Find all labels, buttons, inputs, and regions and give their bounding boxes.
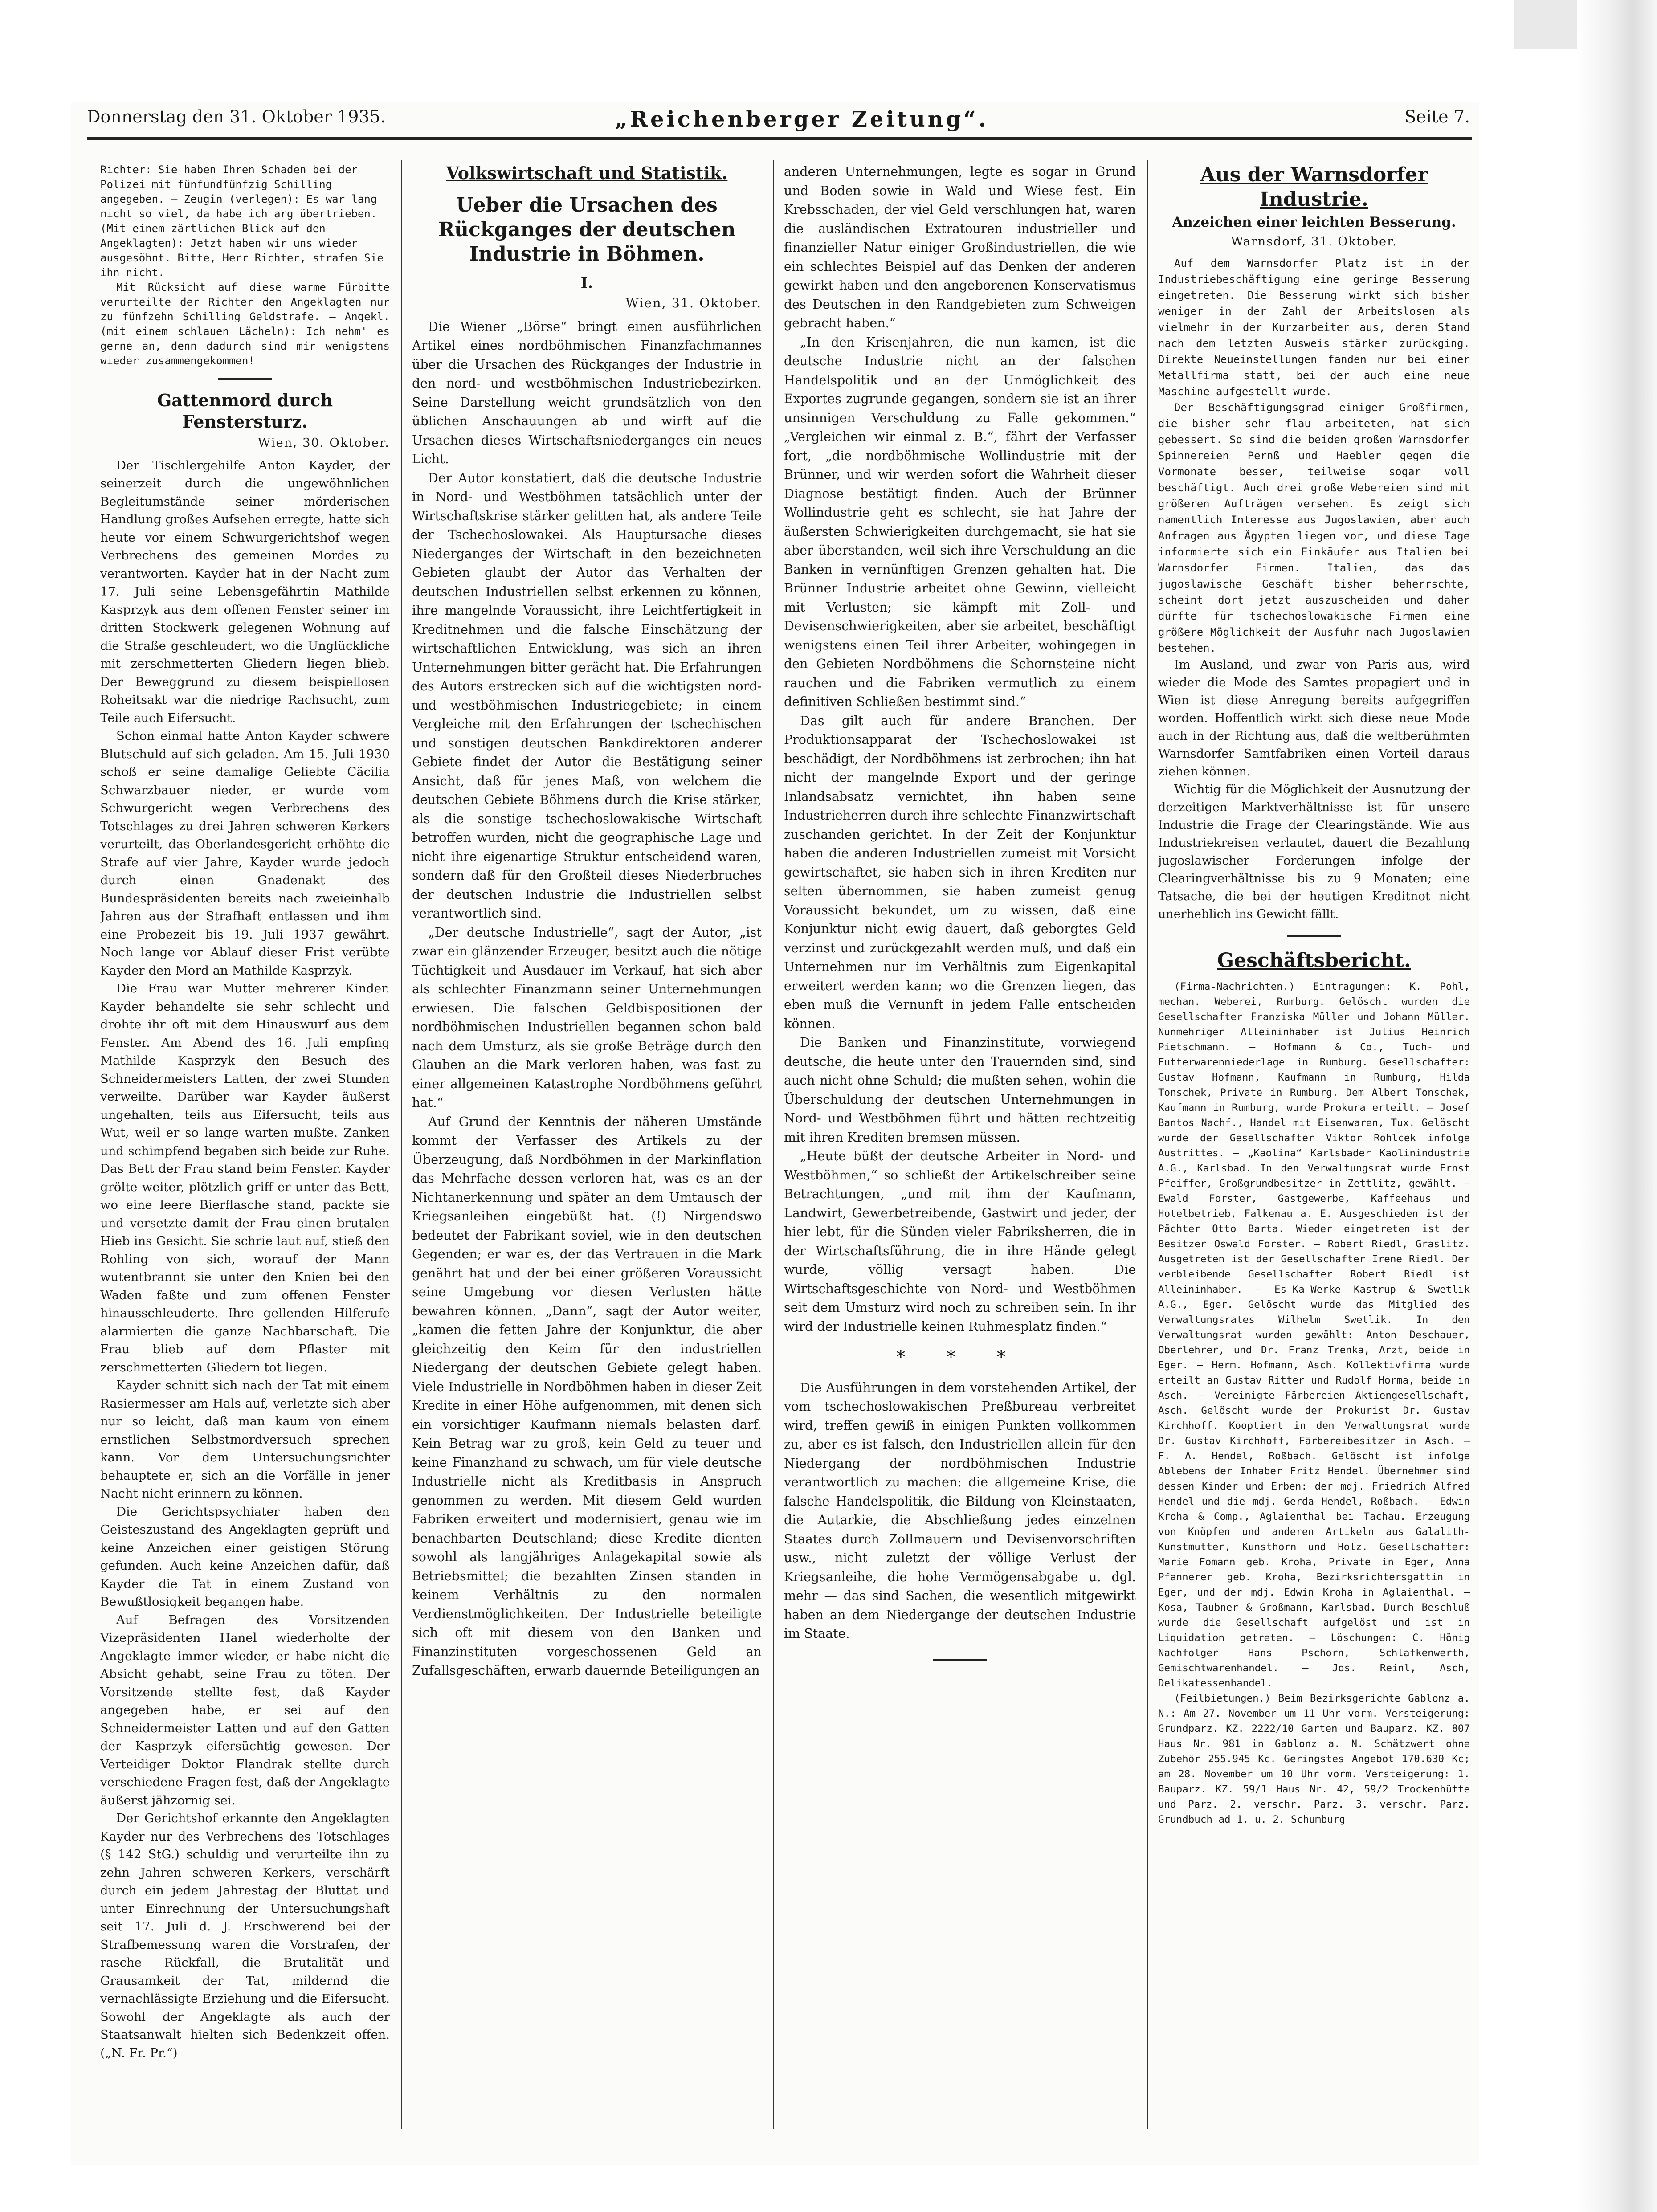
article-paragraph: Auf Befragen des Vorsitzenden Vizepräsidenten Hanel wiederholte der Angeklagte immer wieder, er habe nicht die Absicht gehabt, seine Frau zu töten. Der Vorsitzende stellte fest, daß Kayder angegeben habe, er sei auf den Schneidermeister Latten und auf den Gatten der Kasprzyk eifersüchtig gewesen. Der Verteidiger Doktor Flandrak stellte durch verschiedene Fragen fest, daß der Angeklagte äußerst jähzornig sei.	[100, 1612, 390, 1808]
article-end-rule	[933, 1659, 987, 1661]
article-paragraph: Im Ausland, und zwar von Paris aus, wird wieder die Mode des Samtes propagiert und in Wien ist diese Anregung bereits aufgegriffen worden. Hoffentlich wirkt sich diese neue Mode auch in der Richtung aus, daß die weltberühmten Warnsdorfer Samtfabriken einen Vorteil daraus ziehen können.	[1158, 658, 1470, 779]
header-date: Donnerstag den 31. Oktober 1935.	[87, 107, 386, 127]
article-paragraph: Auf dem Warnsdorfer Platz ist in der Industriebeschäftigung eine geringe Besserung eingetreten. Die Besserung wirkt sich bisher weniger in der Zahl der Arbeitslosen als vielmehr in der Kurzarbeiter aus, deren Stand nach dem letzten Ausweis stärker zurückging. Direkte Neueinstellungen fanden nur bei einer Metallfirma statt, bei der auch eine neue Maschine aufgestellt wurde.	[1158, 257, 1470, 398]
article-title-warnsdorf: Aus der Warnsdorfer Industrie.	[1200, 163, 1428, 211]
column-2	[412, 163, 762, 2122]
column-4	[1158, 163, 1470, 2122]
rubric-volkswirtschaft: Volkswirtschaft und Statistik.	[446, 163, 728, 183]
article-title-rueckgang: Ueber die Ursachen des Rückganges der deutschen Industrie in Böhmen.	[438, 193, 736, 265]
article-paragraph: Der Gerichtshof erkannte den Angeklagten Kayder nur des Verbrechens des Totschlages (§ 142 StG.) schuldig und verurteilte ihn zu zehn Jahren schweren Kerkers, verschärft durch ein jedem Jahrestag der Bluttat und unter Einrechnung der Untersuchungshaft seit 17. Juli d. J. Erschwerend bei der Strafbemessung waren die Vorstrafen, der rasche Rückfall, die Brutalität und Grausamkeit der Tat, mildernd die vernachlässigte Erziehung und die Eifersucht. Sowohl der Angeklagte als auch der Staatsanwalt hielten sich Bedenkzeit offen. („N. Fr. Pr.“)	[100, 1811, 390, 2060]
auction-notices: (Feilbietungen.) Beim Bezirksgerichte Gablonz a. N.: Am 27. November um 11 Uhr vorm. Versteigerung: Grundparz. KZ. 2222/10 Garten und Bauparz. KZ. 807 Haus Nr. 981 in Gablonz a. N. Schätzwert ohne Zubehör 255.945 Kc. Geringstes Angebot 170.630 Kc; am 28. November um 10 Uhr vorm. Versteigerung: 1. Bauparz. KZ. 59/1 Haus Nr. 42, 59/2 Trockenhütte und Parz. 2. verschr. Parz. 3. verschr. Parz. Grundbuch ad 1. u. 2. Schumburg	[1158, 1693, 1470, 1825]
header-newspaper-name: „Reichenberger Zeitung“.	[615, 107, 989, 132]
column-3	[784, 163, 1136, 2122]
column-rule-1	[401, 160, 402, 2129]
article-paragraph: Die Gerichtspsychiater haben den Geisteszustand des Angeklagten geprüft und keine Anzeichen einer geistigen Störung gefunden. Auch keine Anzeichen dafür, daß Kayder die Tat in einem Zustand von Bewußtlosigkeit begangen habe.	[100, 1504, 390, 1609]
article-paragraph: „In den Krisenjahren, die nun kamen, ist die deutsche Industrie nicht an der falschen Handelspolitik und an der Unmöglichkeit des Exportes zugrunde gegangen, sondern sie ist an ihrer unsinnigen Verschuldung zu Falle gekommen.“ „Vergleichen wir einmal z. B.“, fährt der Verfasser fort, „die nordböhmische Wollindustrie mit der Brünner, und wir werden sofort die Wahrheit dieser Diagnose bestätigt finden. Auch der Brünner Wollindustrie geht es schlecht, sie hat Jahre der äußersten Schwierigkeiten durchgemacht, sie hat sie aber überstanden, weil sich ihre Verschuldung an die Banken in vernünftigen Grenzen gehalten hat. Die Brünner Industrie arbeitet ohne Gewinn, vielleicht mit Verlusten; sie kämpft mit Zoll- und Devisenschwierigkeiten, aber sie arbeitet, beschäftigt wenigstens einen Teil ihrer Arbeiter, wohingegen in den Gebieten Nordböhmens die Schornsteine nicht rauchen und die Fabriken vermutlich zu einem definitiven Schließen bestimmt sind.“	[784, 335, 1136, 709]
article-separator	[1287, 935, 1341, 937]
article-paragraph: anderen Unternehmungen, legte es sogar in Grund und Boden sowie in Wald und Wiese fest. Ein Krebsschaden, der viel Geld verschlungen hat, waren die ausländischen Extratouren industrieller und finanzieller Natur einiger Großindustriellen, die wie ein schlechtes Beispiel auf das Denken der anderen gewirkt haben und den angeborenen Konservatismus des Deutschen in den Randgebieten zum Schweigen gebracht haben.“	[784, 164, 1136, 331]
section-stars: * * *	[896, 1347, 1024, 1367]
article-title-gattenmord: Gattenmord durch Fenstersturz.	[157, 390, 333, 432]
article-part-number: I.	[580, 273, 593, 292]
column-1	[100, 163, 390, 2122]
court-scene-verdict: Mit Rücksicht auf diese warme Fürbitte verurteilte der Richter den Angeklagten nur zu fünfzehn Schilling Geldstrafe. — Angekl. (mit einem schlauen Lächeln): Ich nehm' es gerne an, denn dadurch sind mir wenigstens wieder zusammengekommen!	[100, 281, 390, 367]
article-dateline-wien: Wien, 30. Oktober.	[257, 436, 390, 450]
article-paragraph: Auf Grund der Kenntnis der näheren Umstände kommt der Verfasser des Artikels zu der Überzeugung, daß Nordböhmen in der Markinflation das Mehrfache dessen verloren hat, was es an der Nichtanerkennung und später an dem Umtausch der Kriegsanleihen eingebüßt hat. (!) Nirgendswo bedeutet der Fabrikant soviel, wie in den deutschen Gegenden; er war es, der das Vertrauen in die Mark genährt hat und der bei einer größeren Voraussicht seine Umgebung vor diesen Verlusten hätte bewahren können. „Dann“, sagt der Autor weiter, „kamen die fetten Jahre der Konjunktur, die aber gleichzeitig den Keim für den industriellen Niedergang der deutschen Gebiete gelegt haben. Viele Industrielle in Nordböhmen haben in dieser Zeit Kredite in einer Höhe aufgenommen, mit denen sich ein vorsichtiger Kaufmann niemals belasten darf. Kein Betrag war zu groß, kein Geld zu teuer und keine Finanzhand zu schwach, um für viele deutsche Industrielle nicht als Kreditbasis in Anspruch genommen zu werden. Mit diesem Geld wurden Fabriken erweitert und modernisiert, genau wie im benachbarten Deutschland; diese Kredite dienten sowohl als langjähriges Anlagekapital sowie als Betriebsmittel; die bezahlten Zinsen standen in keinem Verhältnis zu den normalen Verdienstmöglichkeiten. Der Industrielle beteiligte sich oft mit diesem von den Banken und Finanzinstituten vorgeschossenen Geld an Zufallsgeschäften, erwarb dauernde Beteiligungen an	[412, 1114, 762, 1678]
editorial-comment: Die Ausführungen in dem vorstehenden Artikel, der vom tschechoslowakischen Preßbureau verbreitet wird, treffen gewiß in einigen Punkten vollkommen zu, aber es ist falsch, den Industriellen allein für den Niedergang der nordböhmischen Industrie verantwortlich zu machen: die allgemeine Krise, die falsche Handelspolitik, die Bildung von Kleinstaaten, die Autarkie, die Abschließung jedes einzelnen Staates durch Zollmauern und Devisenvorschriften usw., nicht zuletzt der völlige Verlust der Kriegsanleihe, die hohe Vermögensabgabe u. dgl. mehr — das sind Sachen, die wesentlich mitgewirkt haben an dem Niedergange der deutschen Industrie im Staate.	[784, 1380, 1136, 1641]
article-separator	[218, 378, 272, 380]
article-paragraph: Kayder schnitt sich nach der Tat mit einem Rasiermesser am Hals auf, verletzte sich aber nur so leicht, daß man kaum von einem ernstlichen Selbstmordversuch sprechen kann. Vor dem Untersuchungsrichter behauptete er, sich an die Vorfälle in jener Nacht nicht erinnern zu können.	[100, 1378, 390, 1501]
article-paragraph: „Der deutsche Industrielle“, sagt der Autor, „ist zwar ein glänzender Erzeuger, besitzt auch die nötige Tüchtigkeit und Ausdauer im Verkauf, hat sich aber als schlechter Finanzmann seiner Unternehmungen erwiesen. Die falschen Geldbispositionen der nordböhmischen Industriellen begannen schon bald nach dem Umsturz, als sie große Beträge durch den Glauben an die Mark verloren haben, was fast zu einer allgemeinen Katastrophe Nordböhmens geführt hat.“	[412, 925, 762, 1110]
column-rule-3	[1147, 160, 1148, 2129]
header-page-number: Seite 7.	[1404, 107, 1470, 127]
article-paragraph: Schon einmal hatte Anton Kayder schwere Blutschuld auf sich geladen. Am 15. Juli 1930 schoß er seine damalige Geliebte Cäcilia Schwarzbauer nieder, er wurde vom Schwurgericht wegen Verbrechens des Totschlages zu drei Jahren schweren Kerkers verurteilt, das Oberlandesgericht erhöhte die Strafe auf vier Jahre, Kayder wurde jedoch durch einen Gnadenakt des Bundespräsidenten bereits nach zweieinhalb Jahren aus der Strafhaft entlassen und ihm eine Probezeit bis 19. Juli 1937 gewährt. Noch lange vor Ablauf dieser Frist verübte Kayder den Mord an Mathilde Kasprzyk.	[100, 729, 390, 978]
article-paragraph: Die Banken und Finanzinstitute, vorwiegend deutsche, die heute unter den Trauernden sind, sind auch nicht ohne Schuld; die mußten sehen, wohin die Überschuldung der deutschen Unternehmungen in Nord- und Westböhmen führt und hätten rechtzeitig mit ihren Krediten bremsen müssen.	[784, 1035, 1136, 1145]
article-subtitle-warnsdorf: Anzeichen einer leichten Besserung.	[1172, 214, 1456, 230]
article-paragraph: Die Wiener „Börse“ bringt einen ausführlichen Artikel eines nordböhmischen Finanzfachmannes über die Ursachen des Rückganges der Industrie in den nord- und westböhmischen Industriebezirken. Seine Darstellung weicht grundsätzlich von den üblichen Anschauungen ab und wirft auf die Ursachen dieses Wirtschaftsniederganges ein neues Licht.	[412, 319, 762, 466]
article-paragraph: Das gilt auch für andere Branchen. Der Produktionsapparat der Tschechoslowakei ist beschädigt, der Nordböhmens ist zerbrochen; ihn hat nicht der mangelnde Export und der geringe Inlandsabsatz vernichtet, ihn haben seine Industrieherren durch ihre schlechte Finanzwirtschaft zuschanden gerichtet. In der Zeit der Konjunktur haben die anderen Industriellen zumeist mit Vorsicht gewirtschaftet, sie haben sich in ihren Krediten nur selten übernommen, sie haben zumeist genug Voraussicht bekundet, um zu wissen, daß eine Konjunktur nicht ewig dauert, daß geborgtes Geld verzinst und zurückgezahlt werden muß, und daß ein Unternehmen nur im Verhältnis zum Eigenkapital erweitert werden kann; wo die Grenzen liegen, das eben muß die Vernunft in jedem Falle entscheiden können.	[784, 713, 1136, 1031]
article-paragraph: Der Beschäftigungsgrad einiger Großfirmen, die bisher sehr flau arbeiteten, hat sich gebessert. So sind die beiden großen Warnsdorfer Spinnereien Pernß und Haebler gegen die Vormonate besser, teilweise sogar voll beschäftigt. Auch drei große Webereien sind mit größeren Aufträgen versehen. Es zeigt sich namentlich Interesse aus Jugoslawien, aber auch Anfragen aus Ägypten liegen vor, und diese Tage informierte sich ein Einkäufer aus Italien bei Warnsdorfer Firmen. Italien, das das jugoslawische Geschäft bisher beherrschte, scheint dort jetzt auszuscheiden und daher dürfte für tschechoslowakische Firmen eine größere Möglichkeit der Ausfuhr nach Jugoslawien bestehen.	[1158, 401, 1470, 654]
article-paragraph: „Heute büßt der deutsche Arbeiter in Nord- und Westböhmen,“ so schließt der Artikelschreiber seine Betrachtungen, „und mit ihm der Kaufmann, Landwirt, Gewerbetreibende, Gastwirt und jeder, der hier lebt, für die Sünden vieler Fabriksherren, die in der Wirtschaftsführung, die in ihre Hände gelegt wurde, völlig versagt haben. Die Wirtschaftsgeschichte von Nord- und Westböhmen seit dem Umsturz wird noch zu schreiben sein. In ihr wird der Industrielle keinen Ruhmesplatz finden.“	[784, 1149, 1136, 1334]
firm-news-register: (Firma-Nachrichten.) Eintragungen: K. Pohl, mechan. Weberei, Rumburg. Gelöscht wurden die Gesellschafter Franziska Müller und Johann Müller. Nunmehriger Alleininhaber ist Julius Heinrich Pietschmann. — Hofmann & Co., Tuch- und Futterwarenniederlage in Rumburg. Gesellschafter: Gustav Hofmann, Kaufmann in Rumburg, Hilda Tonschek, Private in Rumburg. Dem Albert Tonschek, Kaufmann in Rumburg, wurde Prokura erteilt. — Josef Bantos Nachf., Handel mit Eisenwaren, Tux. Gelöscht wurde der Gesellschafter Viktor Rohlcek infolge Austrittes. — „Kaolina“ Karlsbader Kaolinindustrie A.G., Karlsbad. In den Verwaltungsrat wurde Ernst Pfeiffer, Großgrundbesitzer in Zettlitz, gewählt. — Ewald Forster, Gastgewerbe, Kaffeehaus und Hotelbetrieb, Falkenau a. E. Ausgeschieden ist der Pächter Otto Barta. Wieder eingetreten ist der Besitzer Oswald Forster. — Robert Riedl, Graslitz. Ausgetreten ist der Gesellschafter Irene Riedl. Der verbleibende Gesellschafter Robert Riedl ist Alleininhaber. — Es-Ka-Werke Kastrup & Swetlik A.G., Eger. Gelöscht wurde das Mitglied des Verwaltungsrates Wilhelm Swetlik. In den Verwaltungsrat wurden gewählt: Anton Deschauer, Oberlehrer, und Dr. Franz Trenka, Arzt, beide in Eger. — Herm. Hofmann, Asch. Kollektivfirma wurde erteilt an Gustav Ritter und Rudolf Horma, beide in Asch. — Vereinigte Färbereien Aktiengesellschaft, Asch. Gelöscht wurde der Prokurist Dr. Gustav Kirchhoff. Kooptiert in den Verwaltungsrat wurde Dr. Gustav Kirchhoff, Färbereibesitzer in Asch. — F. A. Hendel, Roßbach. Gelöscht ist infolge Ablebens der Inhaber Fritz Hendel. Übernehmer sind dessen Kinder und Erben: der mdj. Friedrich Alfred Hendel und die mdj. Gerda Hendel, Roßbach. — Edwin Kroha & Comp., Aglaienthal bei Tachau. Erzeugung von Knöpfen und anderen Artikeln aus Galalith-Kunstmutter, Kunsthorn und Holz. Gesellschafter: Marie Fomann geb. Kroha, Private in Eger, Anna Pfannerer geb. Kroha, Bezirksrichtersgattin in Eger, und der mdj. Edwin Kroha in Aglaienthal. — Kosa, Taubner & Großmann, Karlsbad. Durch Beschluß wurde die Gesellschaft aufgelöst und ist in Liquidation getreten. — Löschungen: C. Hönig Nachfolger Hans Pschorn, Schlafkenwerth, Gemischtwarenhandel. — Jos. Reinl, Asch, Delikatessenhandel.	[1158, 981, 1470, 1689]
article-paragraph: Die Frau war Mutter mehrerer Kinder. Kayder behandelte sie sehr schlecht und drohte ihr oft mit dem Hinauswurf aus dem Fenster. Am Abend des 16. Juli empfing Mathilde Kasprzyk den Besuch des Schneidermeisters Latten, der zwei Stunden verweilte. Darüber war Kayder äußerst ungehalten, teils aus Eifersucht, teils aus Wut, weil er so lange warten mußte. Zanken und schimpfend begaben sich beide zur Ruhe. Das Bett der Frau stand beim Fenster. Kayder grölte weiter, plötzlich griff er unter das Bett, wo eine leere Bierflasche stand, packte sie und versetzte damit der Frau einen brutalen Hieb ins Gesicht. Sie schrie laut auf, stieß den Rohling von sich, worauf der Mann wutentbrannt sie unter den Knien bei den Waden faßte und zum offenen Fenster hinausschleuderte. Ihre gellenden Hilferufe alarmierten die ganze Nachbarschaft. Die Frau blieb auf dem Pflaster mit zerschmetterten Gliedern tot liegen.	[100, 981, 390, 1375]
header-rule	[87, 137, 1472, 140]
section-title-geschaeftsbericht: Geschäftsbericht.	[1217, 949, 1411, 972]
article-paragraph: Wichtig für die Möglichkeit der Ausnutzung der derzeitigen Marktverhältnisse ist für unsere Industrie die Frage der Clearingstände. Wie aus Industriekreisen verlautet, dauert die Bezahlung jugoslawischer Forderungen infolge der Clearingverhältnisse bis zu 9 Monaten; eine Tatsache, die bei der heutigen Kreditnot nicht unerheblich ins Gewicht fällt.	[1158, 783, 1470, 921]
article-paragraph: Der Autor konstatiert, daß die deutsche Industrie in Nord- und Westböhmen tatsächlich unter der Wirtschaftskrise stärker gelitten hat, als andere Teile der Tschechoslowakei. Als Hauptursache dieses Niederganges der Wirtschaft in den bezeichneten Gebieten glaubt der Autor das Verhalten der deutschen Industriellen selbst erkennen zu können, ihre mangelnde Voraussicht, ihre Leichtfertigkeit in Kreditnehmen und die falsche Einschätzung der wirtschaftlichen Entwicklung, was sich an ihren Unternehmungen bitter gerächt hat. Die Erfahrungen des Autors erstrecken sich auf die wichtigsten nord- und westböhmischen Industriegebiete; in einem Vergleiche mit den Erfahrungen der tschechischen und sonstigen deutschen Bankdirektoren anderer Gebiete findet der Autor die Bestätigung seiner Ansicht, daß für jenes Maß, von welchem die deutschen Gebiete Böhmens durch die Krise stärker, als die sonstige tschechoslowakische Wirtschaft betroffen wurden, nicht die geographische Lage und nicht ihre eigenartige Struktur entscheidend waren, sondern daß für den Großteil dieses Niederbruches der deutschen Industrie die Industriellen selbst verantwortlich sind.	[412, 470, 762, 921]
article-dateline-warnsdorf: Warnsdorf, 31. Oktober.	[1231, 235, 1397, 249]
court-scene-dialogue: Richter: Sie haben Ihren Schaden bei der Polizei mit fünfundfünfzig Schilling angegeben. — Zeugin (verlegen): Es war lang nicht so viel, da habe ich arg übertrieben. (Mit einem zärtlichen Blick auf den Angeklagten): Jetzt haben wir uns wieder ausgesöhnt. Bitte, Herr Richter, strafen Sie ihn nicht.	[100, 163, 384, 279]
article-paragraph: Der Tischlergehilfe Anton Kayder, der seinerzeit durch die ungewöhnlichen Begleitumstände seiner mörderischen Handlung großes Aufsehen erregte, hatte sich heute vor einem Schwurgerichtshof wegen Verbrechens des gemeinen Mordes zu verantworten. Kayder hat in der Nacht zum 17. Juli seine Lebensgefährtin Mathilde Kasprzyk aus dem offenen Fenster seiner im dritten Stockwerk gelegenen Wohnung auf die Straße geschleudert, wo die Unglückliche mit zerschmetterten Gliedern liegen blieb. Der Beweggrund zu diesem beispiellosen Roheitsakt war die niedrige Rachsucht, zum Teile auch Eifersucht.	[100, 458, 390, 725]
scan-edge-right	[1577, 0, 1657, 2212]
column-rule-2	[773, 160, 774, 2129]
article-dateline-wien-2: Wien, 31. Oktober.	[625, 296, 762, 310]
